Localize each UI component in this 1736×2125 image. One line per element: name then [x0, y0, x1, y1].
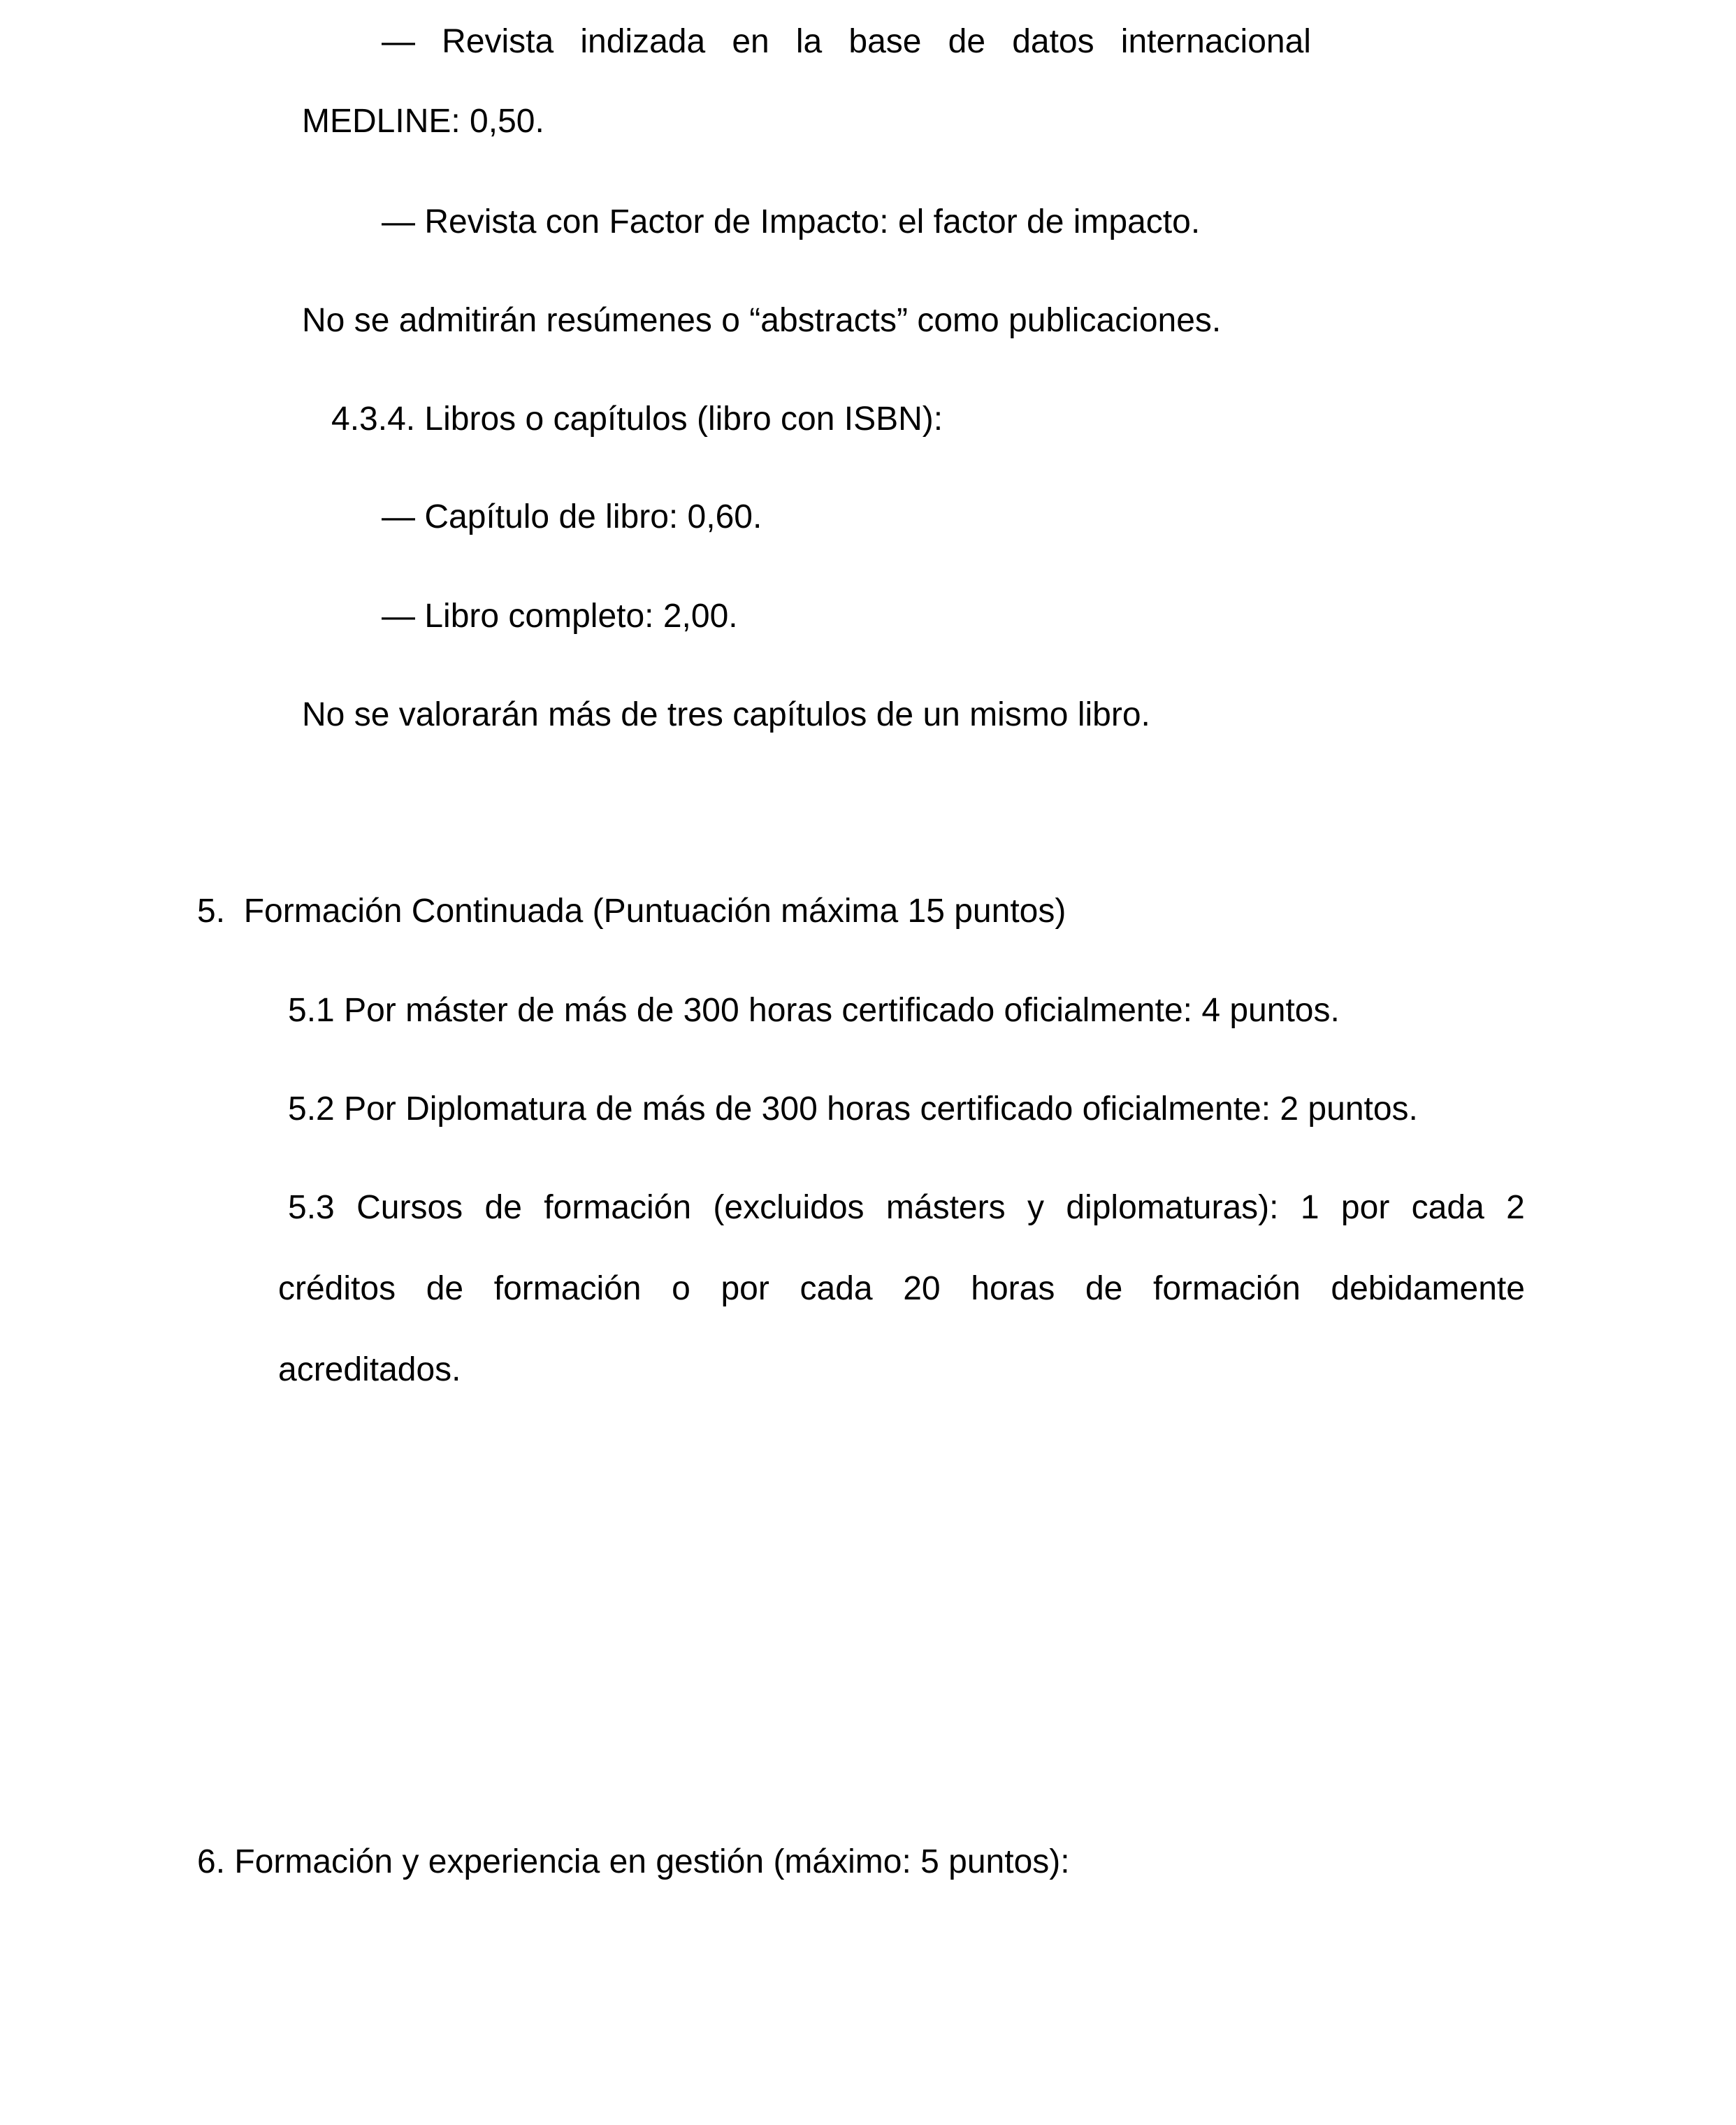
- word: debidamente: [1331, 1270, 1525, 1307]
- word: Revista: [442, 23, 554, 60]
- word: indizada: [580, 23, 706, 60]
- section-5-3-line-1: [288, 1191, 1525, 1225]
- word: (excluidos: [713, 1189, 865, 1226]
- word: formación: [1153, 1270, 1301, 1307]
- word: cada: [800, 1270, 873, 1307]
- word: de: [1085, 1270, 1123, 1307]
- word: horas: [971, 1270, 1055, 1307]
- word: diplomaturas):: [1066, 1189, 1279, 1226]
- word: 1: [1300, 1189, 1319, 1226]
- word: por: [721, 1270, 769, 1307]
- section-5-1: 5.1 Por máster de más de 300 horas certificado oficialmente: 4 puntos.: [288, 992, 1340, 1029]
- medline-line-1: [382, 25, 1311, 59]
- word: en: [732, 23, 769, 60]
- word: base: [848, 23, 922, 60]
- word: la: [795, 23, 823, 60]
- word: por: [1340, 1189, 1390, 1226]
- word: másters: [885, 1189, 1006, 1226]
- word: o: [672, 1270, 690, 1307]
- word: internacional: [1120, 23, 1311, 60]
- word: datos: [1012, 23, 1094, 60]
- word: de: [484, 1189, 522, 1226]
- word: 2: [1506, 1189, 1525, 1226]
- word: —: [382, 23, 415, 60]
- section-5-3-line-2: [278, 1272, 1525, 1306]
- abstracts-note: No se admitirán resúmenes o “abstracts” como publicaciones.: [302, 302, 1222, 339]
- word: de: [948, 23, 986, 60]
- medline-line-2: MEDLINE: 0,50.: [302, 103, 544, 140]
- section-5-3-line-3: acreditados.: [278, 1351, 461, 1388]
- word: formación: [493, 1270, 642, 1307]
- word: créditos: [278, 1270, 396, 1307]
- word: Cursos: [356, 1189, 463, 1226]
- word: 5.3: [288, 1189, 335, 1226]
- word: 20: [903, 1270, 941, 1307]
- word: cada: [1411, 1189, 1484, 1226]
- impact-factor-item: — Revista con Factor de Impacto: el factor de impacto.: [382, 203, 1201, 240]
- word: de: [426, 1270, 464, 1307]
- full-book-item: — Libro completo: 2,00.: [382, 598, 738, 635]
- section-5-2: 5.2 Por Diplomatura de más de 300 horas certificado oficialmente: 2 puntos.: [288, 1090, 1418, 1128]
- word: y: [1027, 1189, 1044, 1226]
- section-4-3-4-heading: 4.3.4. Libros o capítulos (libro con ISBN):: [331, 401, 943, 438]
- section-6-heading: 6. Formación y experiencia en gestión (máximo: 5 puntos):: [197, 1843, 1070, 1880]
- word: formación: [544, 1189, 692, 1226]
- section-5-heading: 5. Formación Continuada (Puntuación máxima 15 puntos): [197, 893, 1066, 930]
- book-chapters-note: No se valorarán más de tres capítulos de un mismo libro.: [302, 696, 1150, 733]
- book-chapter-item: — Capítulo de libro: 0,60.: [382, 498, 762, 535]
